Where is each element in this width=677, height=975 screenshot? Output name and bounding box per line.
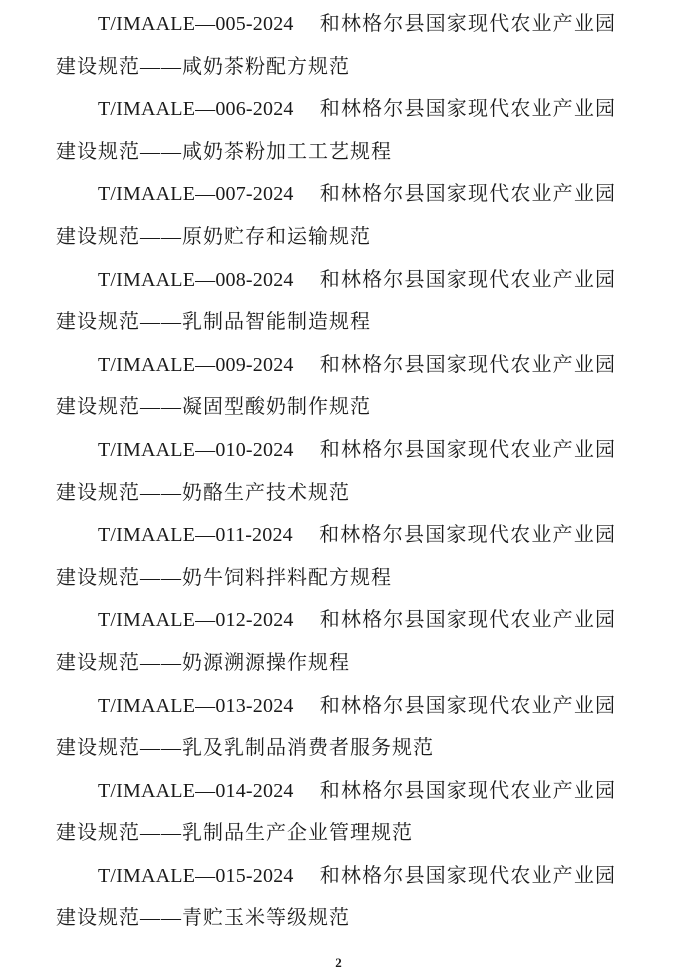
standard-entry — [56, 259, 616, 344]
standard-code: T/IMAALE—011-2024 — [98, 524, 293, 547]
standard-code: T/IMAALE—010-2024 — [98, 438, 294, 461]
standard-code: T/IMAALE—006-2024 — [98, 98, 294, 121]
standard-entry — [56, 599, 616, 684]
standard-title: 和林格尔县国家现代农业产业园建设规范——咸奶茶粉加工工艺规程 — [56, 98, 616, 163]
standard-title: 和林格尔县国家现代农业产业园建设规范——乳制品生产企业管理规范 — [56, 779, 616, 845]
standard-code: T/IMAALE—005-2024 — [98, 13, 294, 35]
standard-title: 和林格尔县国家现代农业产业园建设规范——乳制品智能制造规程 — [56, 268, 616, 334]
standard-code: T/IMAALE—009-2024 — [98, 353, 294, 376]
standard-title: 和林格尔县国家现代农业产业园建设规范——凝固型酸奶制作规范 — [56, 353, 616, 419]
standard-entry — [56, 685, 616, 770]
standards-list — [56, 3, 616, 940]
standard-entry — [56, 429, 616, 514]
standard-title: 和林格尔县国家现代农业产业园建设规范——奶牛饲料拌料配方规程 — [56, 524, 616, 589]
standard-code: T/IMAALE—015-2024 — [98, 864, 294, 887]
standard-entry — [56, 514, 616, 599]
standard-code: T/IMAALE—014-2024 — [98, 779, 294, 802]
standard-code: T/IMAALE—008-2024 — [98, 268, 294, 291]
standard-title: 和林格尔县国家现代农业产业园建设规范——原奶贮存和运输规范 — [56, 183, 616, 248]
standard-title: 和林格尔县国家现代农业产业园建设规范——咸奶茶粉配方规范 — [56, 13, 616, 78]
standard-entry — [56, 855, 616, 940]
page-number: 2 — [335, 955, 342, 970]
standard-title: 和林格尔县国家现代农业产业园建设规范——乳及乳制品消费者服务规范 — [56, 694, 616, 760]
standard-title: 和林格尔县国家现代农业产业园建设规范——奶源溯源操作规程 — [56, 609, 616, 674]
standard-entry — [56, 770, 616, 855]
standard-entry — [56, 344, 616, 429]
standard-title: 和林格尔县国家现代农业产业园建设规范——奶酪生产技术规范 — [56, 438, 616, 504]
page-footer — [0, 955, 677, 971]
standard-code: T/IMAALE—013-2024 — [98, 694, 294, 717]
standard-entry — [56, 3, 616, 88]
standard-code: T/IMAALE—012-2024 — [98, 609, 294, 632]
standard-title: 和林格尔县国家现代农业产业园建设规范——青贮玉米等级规范 — [56, 864, 616, 930]
standard-entry — [56, 173, 616, 258]
standard-entry — [56, 88, 616, 173]
standard-code: T/IMAALE—007-2024 — [98, 183, 294, 206]
